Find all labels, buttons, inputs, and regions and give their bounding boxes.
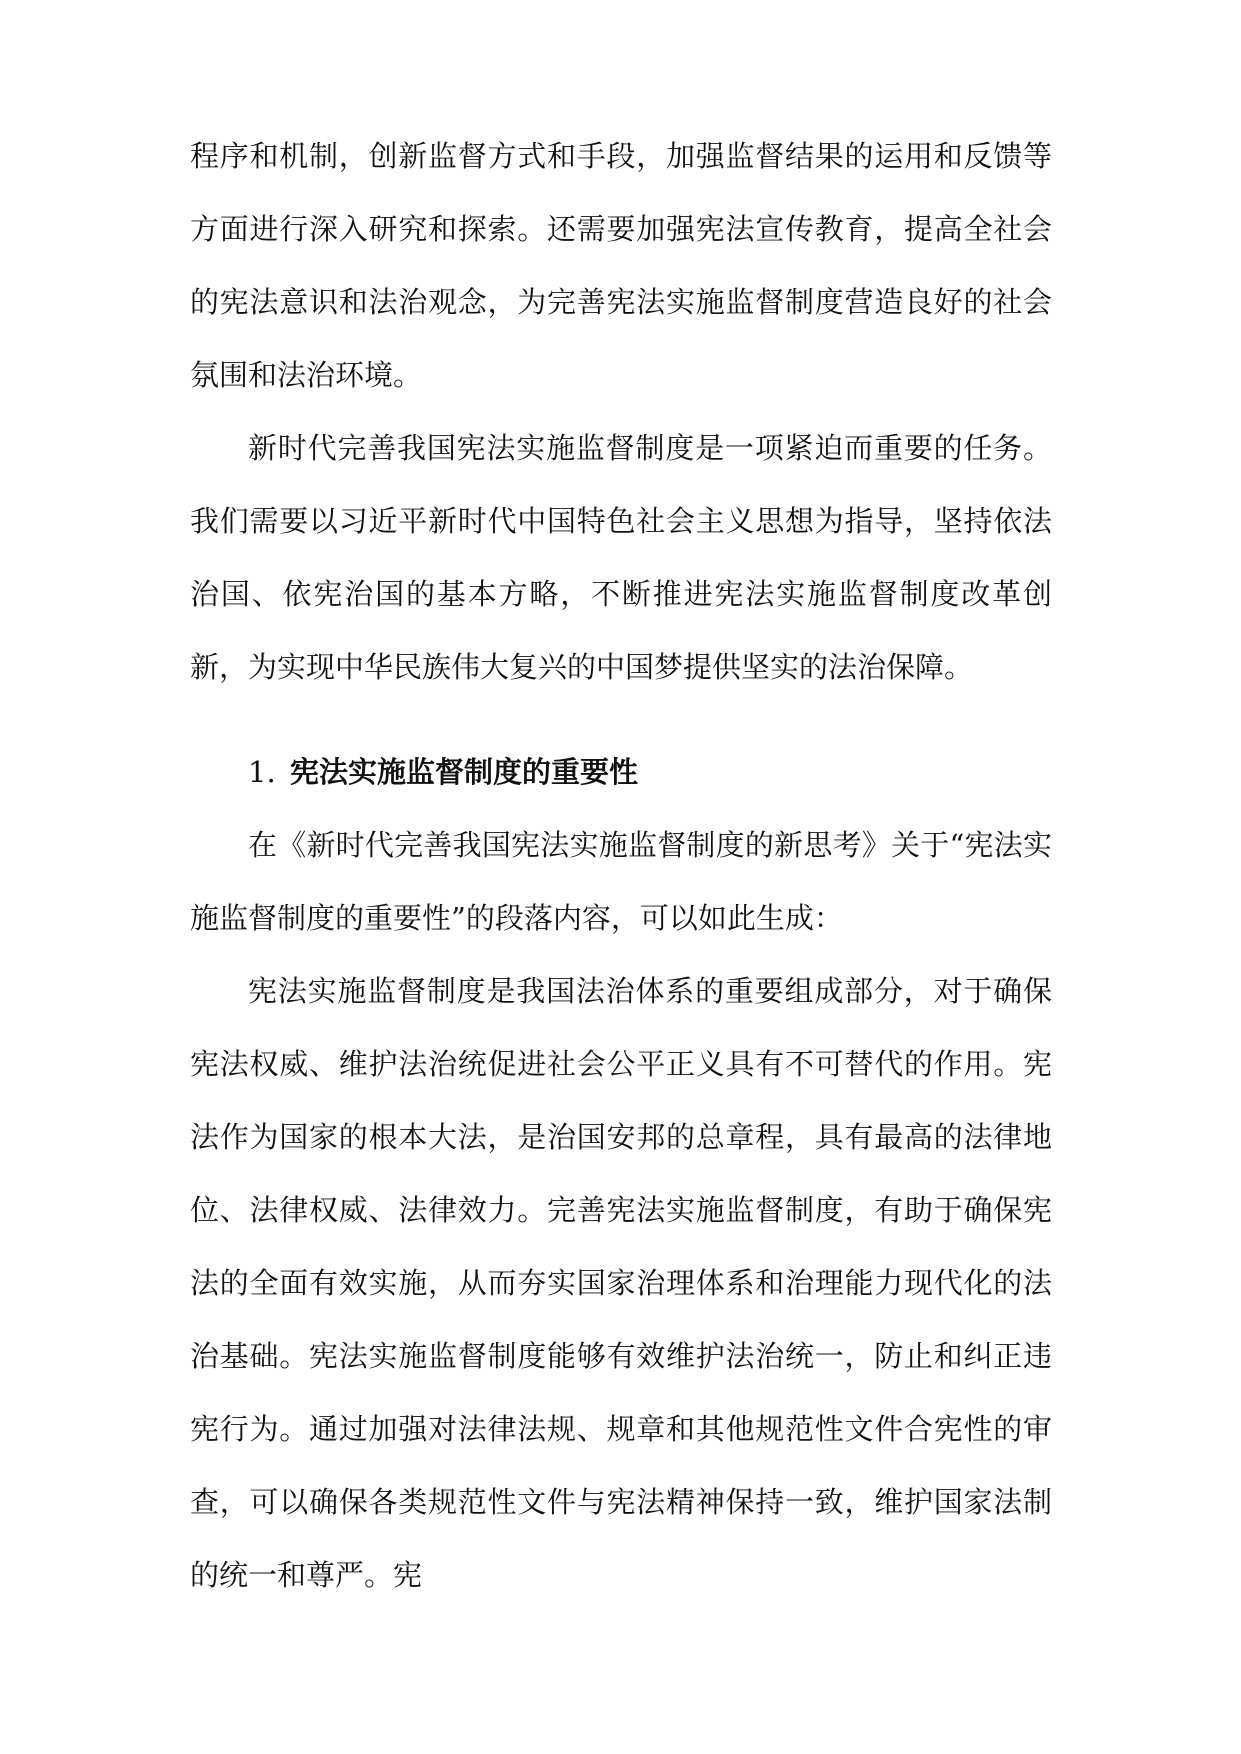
section-spacer	[190, 704, 1052, 736]
paragraph-conclusion: 新时代完善我国宪法实施监督制度是一项紧迫而重要的任务。我们需要以习近平新时代中国特色社会主义思想为指导，坚持依法治国、依宪治国的基本方略，不断推进宪法实施监督制度改革创新，为实现中华民族伟大复兴的中国梦提供坚实的法治保障。	[190, 431, 1052, 684]
paragraph-continued: 程序和机制，创新监督方式和手段，加强监督结果的运用和反馈等方面进行深入研究和探索。还需要加强宪法宣传教育，提高全社会的宪法意识和法治观念，为完善宪法实施监督制度营造良好的社会氛围和法治环境。	[190, 139, 1052, 392]
section-title: 宪法实施监督制度的重要性	[290, 755, 639, 789]
section-heading	[190, 736, 1052, 809]
section-number: 1.	[248, 755, 276, 789]
paragraph-intro: 在《新时代完善我国宪法实施监督制度的新思考》关于“宪法实施监督制度的重要性”的段落内容，可以如此生成：	[190, 828, 1052, 935]
paragraph-importance: 宪法实施监督制度是我国法治体系的重要组成部分，对于确保宪法权威、维护法治统促进社会公平正义具有不可替代的作用。宪法作为国家的根本大法，是治国安邦的总章程，具有最高的法律地位、法律权威、法律效力。完善宪法实施监督制度，有助于确保宪法的全面有效实施，从而夯实国家治理体系和治理能力现代化的法治基础。宪法实施监督制度能够有效维护法治统一，防止和纠正违宪行为。通过加强对法律法规、规章和其他规范性文件合宪性的审查，可以确保各类规范性文件与宪法精神保持一致，维护国家法制的统一和尊严。宪	[190, 974, 1052, 1592]
body-text	[190, 120, 1052, 1612]
